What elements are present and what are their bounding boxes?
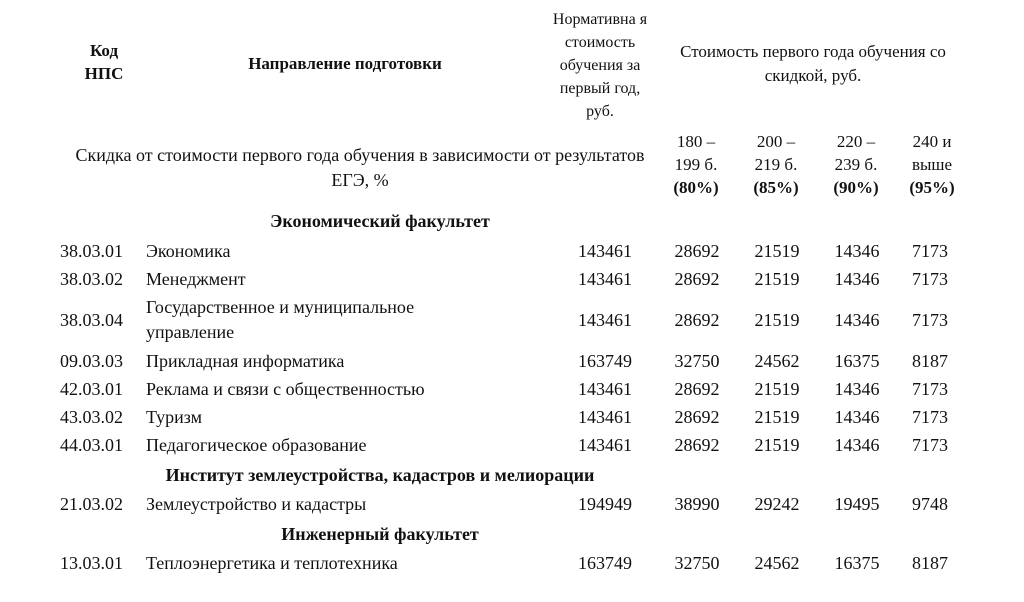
header-code-line1: Код <box>89 41 119 60</box>
row-code: 09.03.03 <box>60 351 123 371</box>
row-code: 21.03.02 <box>60 494 123 514</box>
row-d90: 14346 <box>834 269 880 289</box>
row-name: Туризм <box>146 407 202 427</box>
row-d90: 19495 <box>834 494 880 514</box>
row-d85: 21519 <box>754 379 800 399</box>
row-d85: 21519 <box>754 310 800 330</box>
row-d80: 28692 <box>674 435 720 455</box>
tier-80 <box>656 130 736 199</box>
section-title: Инженерный факультет <box>281 524 479 544</box>
row-d90: 14346 <box>834 241 880 261</box>
tier-range-line1: 200 – <box>756 132 796 151</box>
row-d85: 21519 <box>754 435 800 455</box>
table-row <box>0 293 1024 347</box>
table-row <box>0 375 1024 403</box>
row-d90: 14346 <box>834 310 880 330</box>
row-d85: 24562 <box>754 553 800 573</box>
tier-85 <box>736 130 816 199</box>
discount-description: Скидка от стоимости первого года обучения в зависимости от результатов ЕГЭ, % <box>75 145 645 190</box>
row-normative: 143461 <box>578 269 632 289</box>
row-normative: 143461 <box>578 407 632 427</box>
tier-95 <box>892 130 972 199</box>
row-name: Государственное и муниципальное управление <box>146 297 415 342</box>
row-name: Педагогическое образование <box>146 435 367 455</box>
row-normative: 143461 <box>578 241 632 261</box>
row-normative: 163749 <box>578 553 632 573</box>
tier-range-line2: 199 б. <box>674 155 718 174</box>
row-d80: 38990 <box>674 494 720 514</box>
row-normative: 143461 <box>578 379 632 399</box>
tier-range-line2: выше <box>911 155 953 174</box>
row-d85: 24562 <box>754 351 800 371</box>
row-d85: 21519 <box>754 241 800 261</box>
row-d95: 7173 <box>912 379 948 399</box>
table-row <box>0 490 1024 518</box>
row-name: Прикладная информатика <box>146 351 345 371</box>
tier-range-line2: 219 б. <box>754 155 798 174</box>
row-code: 38.03.02 <box>60 269 123 289</box>
row-d90: 14346 <box>834 435 880 455</box>
row-name: Землеустройство и кадастры <box>146 494 367 514</box>
row-code: 38.03.01 <box>60 241 123 261</box>
tier-percent: (80%) <box>673 178 719 197</box>
row-d80: 28692 <box>674 241 720 261</box>
table-row <box>0 431 1024 459</box>
row-d90: 14346 <box>834 407 880 427</box>
header-direction: Направление подготовки <box>248 54 442 73</box>
row-d95: 7173 <box>912 435 948 455</box>
header-code <box>60 39 148 85</box>
table-row <box>0 549 1024 577</box>
row-d85: 21519 <box>754 407 800 427</box>
row-normative: 143461 <box>578 310 632 330</box>
row-code: 42.03.01 <box>60 379 123 399</box>
row-d90: 16375 <box>834 553 880 573</box>
row-d80: 28692 <box>674 269 720 289</box>
row-normative: 163749 <box>578 351 632 371</box>
row-d80: 28692 <box>674 379 720 399</box>
row-name: Реклама и связи с общественностью <box>146 379 425 399</box>
row-d95: 7173 <box>912 241 948 261</box>
row-d90: 14346 <box>834 379 880 399</box>
row-d80: 32750 <box>674 553 720 573</box>
tier-range-line1: 220 – <box>836 132 876 151</box>
row-d80: 28692 <box>674 310 720 330</box>
row-normative: 143461 <box>578 435 632 455</box>
row-name: Теплоэнергетика и теплотехника <box>146 553 398 573</box>
header-discount-cost: Стоимость первого года обучения со скидкой, руб. <box>680 42 946 85</box>
row-d95: 7173 <box>912 269 948 289</box>
row-d95: 9748 <box>912 494 948 514</box>
row-name: Менеджмент <box>146 269 246 289</box>
row-d85: 29242 <box>754 494 800 514</box>
row-code: 44.03.01 <box>60 435 123 455</box>
tier-range-line1: 240 и <box>912 132 952 151</box>
row-d95: 7173 <box>912 310 948 330</box>
tier-90 <box>816 130 896 199</box>
tier-percent: (95%) <box>909 178 955 197</box>
table-row <box>0 265 1024 293</box>
row-normative: 194949 <box>578 494 632 514</box>
row-code: 38.03.04 <box>60 310 123 330</box>
row-d85: 21519 <box>754 269 800 289</box>
table-row <box>0 403 1024 431</box>
table-row <box>0 347 1024 375</box>
row-d90: 16375 <box>834 351 880 371</box>
section-title: Экономический факультет <box>270 211 490 231</box>
row-d80: 32750 <box>674 351 720 371</box>
tier-range-line1: 180 – <box>676 132 716 151</box>
row-code: 13.03.01 <box>60 553 123 573</box>
row-d80: 28692 <box>674 407 720 427</box>
header-code-line2: НПС <box>84 64 124 83</box>
table-row <box>0 237 1024 265</box>
tier-range-line2: 239 б. <box>834 155 878 174</box>
row-d95: 8187 <box>912 351 948 371</box>
section-title: Институт землеустройства, кадастров и мелиорации <box>165 465 595 485</box>
tier-percent: (85%) <box>753 178 799 197</box>
row-name: Экономика <box>146 241 231 261</box>
row-d95: 7173 <box>912 407 948 427</box>
tier-percent: (90%) <box>833 178 879 197</box>
row-code: 43.03.02 <box>60 407 123 427</box>
header-normative-cost: Нормативна я стоимость обучения за первый год, руб. <box>552 11 648 120</box>
row-d95: 8187 <box>912 553 948 573</box>
